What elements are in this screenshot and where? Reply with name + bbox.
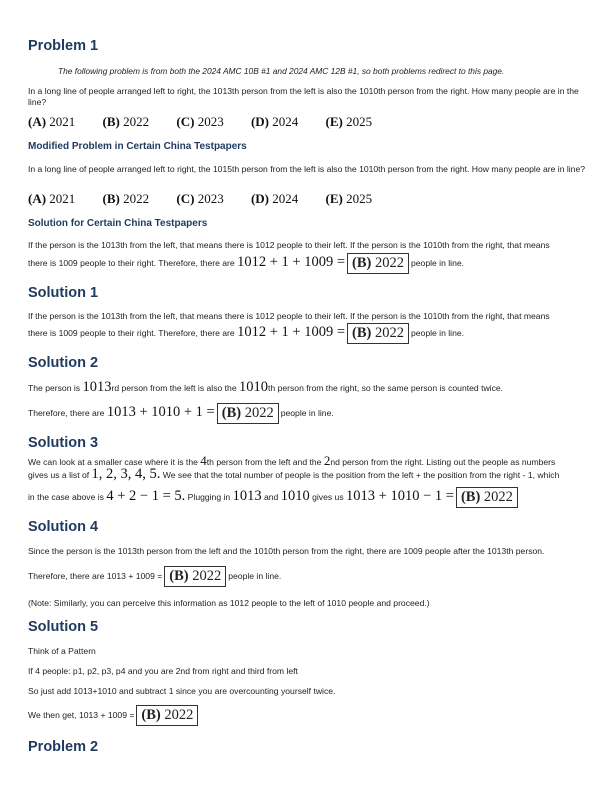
solution2-heading: Solution 2 xyxy=(28,355,99,371)
china-solution-heading: Solution for Certain China Testpapers xyxy=(28,218,208,229)
solution5-line1: Think of a Pattern xyxy=(28,646,96,656)
answer-box: (B) 2022 xyxy=(164,566,226,587)
choice-b: (B) 2022 xyxy=(102,191,150,206)
solution4-note: (Note: Similarly, you can perceive this information as 1012 people to the left of 1010 people and proceed.) xyxy=(28,598,430,608)
solution4-line2: Therefore, there are 1013 + 1009 = (B) 2022 people in line. xyxy=(28,564,598,588)
solution1-heading: Solution 1 xyxy=(28,285,99,301)
problem1-heading: Problem 1 xyxy=(28,38,99,54)
solution5-heading: Solution 5 xyxy=(28,619,99,635)
solution1-line1: If the person is the 1013th from the left, that means there is 1012 people to their left. If the person is the 1010th from the right, that means xyxy=(28,311,550,321)
china-solution-math: 1012 + 1 + 1009 = xyxy=(237,254,346,270)
solution2-line2: Therefore, there are 1013 + 1010 + 1 = (B) 2022 people in line. xyxy=(28,400,598,424)
solution1-math: 1012 + 1 + 1009 = xyxy=(237,324,346,340)
answer-box: (B) 2022 xyxy=(347,253,409,274)
answer-box: (B) 2022 xyxy=(217,403,279,424)
china-solution-line1: If the person is the 1013th from the left, that means there is 1012 people to their left. If the person is the 1010th from the right, that means xyxy=(28,240,550,250)
solution4-line1: Since the person is the 1013th person from the left and the 1010th person from the right, there are 1009 people after the 1013th person. xyxy=(28,546,545,556)
choice-d: (D) 2024 xyxy=(250,191,299,206)
problem1-redirect-note: The following problem is from both the 2024 AMC 10B #1 and 2024 AMC 12B #1, so both problems redirect to this page. xyxy=(58,66,505,76)
choice-e: (E) 2025 xyxy=(325,114,373,129)
solution2-math: 1013 + 1010 + 1 = xyxy=(106,404,215,420)
choice-a: (A) 2021 xyxy=(28,114,76,129)
choice-c: (C) 2023 xyxy=(176,191,224,206)
solution5-line2: If 4 people: p1, p2, p3, p4 and you are 2nd from right and third from left xyxy=(28,666,298,676)
answer-box: (B) 2022 xyxy=(456,487,518,508)
problem1-choices xyxy=(28,114,396,130)
answer-box: (B) 2022 xyxy=(136,705,198,726)
solution3-line3: in the case above is 4 + 2 − 1 = 5. Plugging in 1013 and 1010 gives us 1013 + 1010 − 1 = (B) 2022 xyxy=(28,484,598,508)
solution4-heading: Solution 4 xyxy=(28,519,99,535)
choice-a: (A) 2021 xyxy=(28,191,76,206)
china-solution-line2: there is 1009 people to their right. Therefore, there are 1012 + 1 + 1009 = (B) 2022 people in line. xyxy=(28,250,598,274)
answer-box: (B) 2022 xyxy=(347,323,409,344)
problem2-heading: Problem 2 xyxy=(28,739,99,755)
modified-problem-choices xyxy=(28,191,396,207)
choice-d: (D) 2024 xyxy=(250,114,299,129)
choice-c: (C) 2023 xyxy=(176,114,224,129)
solution3-line1: We can look at a smaller case where it is the 4th person from the left and the 2nd person from the right. Listing out the people as numbers xyxy=(28,453,556,468)
choice-e: (E) 2025 xyxy=(325,191,373,206)
solution3-line2: gives us a list of 1, 2, 3, 4, 5. We see that the total number of people is the position from the left + the position from the right - 1, which xyxy=(28,466,560,482)
choice-b: (B) 2022 xyxy=(102,114,150,129)
solution3-heading: Solution 3 xyxy=(28,435,99,451)
solution5-line4: We then get, 1013 + 1009 = (B) 2022 xyxy=(28,703,598,727)
solution5-line3: So just add 1013+1010 and subtract 1 since you are overcounting yourself twice. xyxy=(28,686,336,696)
modified-problem-heading: Modified Problem in Certain China Testpapers xyxy=(28,141,247,152)
solution2-line1: The person is 1013rd person from the left is also the 1010th person from the right, so the same person is counted twice. xyxy=(28,379,504,395)
problem1-text: In a long line of people arranged left to right, the 1013th person from the left is also the 1010th person from the right. How many people are in the line? xyxy=(28,86,579,107)
solution1-line2: there is 1009 people to their right. Therefore, there are 1012 + 1 + 1009 = (B) 2022 people in line. xyxy=(28,320,598,344)
modified-problem-text: In a long line of people arranged left to right, the 1015th person from the left is also the 1010th person from the right. How many people are in line? xyxy=(28,164,586,174)
